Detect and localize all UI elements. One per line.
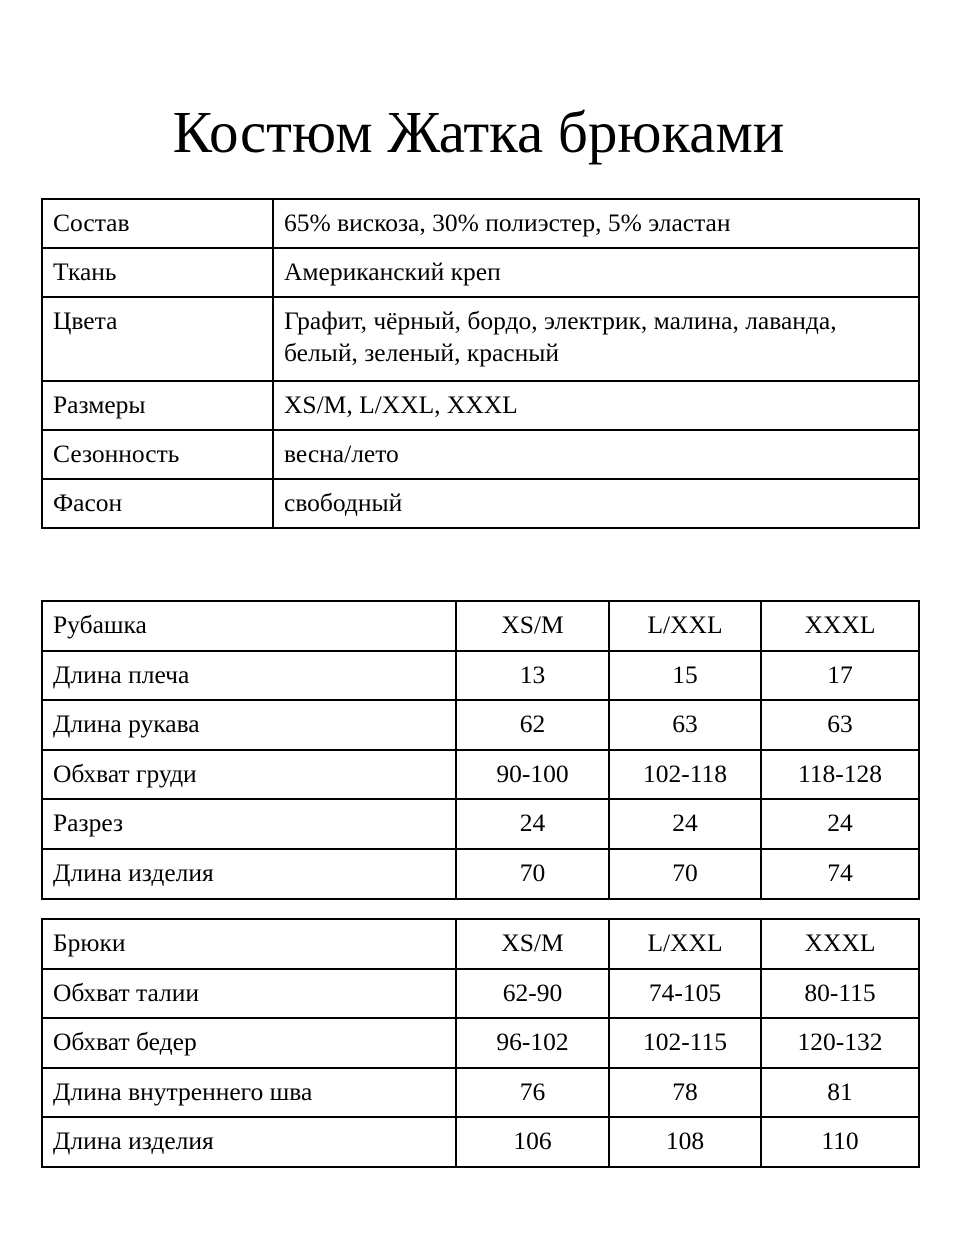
shirt-measure-value: 118-128: [761, 750, 919, 800]
shirt-table-title: Рубашка: [42, 601, 456, 651]
pants-measure-label: Обхват бедер: [42, 1018, 456, 1068]
shirt-measure-value: 90-100: [456, 750, 609, 800]
shirt-measure-label: Длина рукава: [42, 700, 456, 750]
shirt-column-header-l-xxl: L/XXL: [609, 601, 761, 651]
spec-label-fason: Фасон: [42, 479, 273, 528]
table-row: [42, 381, 919, 430]
shirt-measure-value: 102-118: [609, 750, 761, 800]
spec-value-sezonnost: весна/лето: [273, 430, 919, 479]
shirt-measure-value: 15: [609, 651, 761, 701]
spec-value-sostav: 65% вискоза, 30% полиэстер, 5% эластан: [273, 199, 919, 248]
pants-size-table: [41, 918, 920, 1168]
pants-measure-label: Длина внутреннего шва: [42, 1068, 456, 1118]
shirt-measure-value: 13: [456, 651, 609, 701]
shirt-measure-value: 74: [761, 849, 919, 899]
pants-measure-label: Длина изделия: [42, 1117, 456, 1167]
pants-table-title: Брюки: [42, 919, 456, 969]
spec-value-cveta: Графит, чёрный, бордо, электрик, малина, лаванда, белый, зеленый, красный: [273, 297, 919, 380]
spec-value-razmery: XS/M, L/XXL, XXXL: [273, 381, 919, 430]
pants-measure-value: 110: [761, 1117, 919, 1167]
shirt-size-table: [41, 600, 920, 900]
table-row: [42, 700, 919, 750]
table-header-row: [42, 919, 919, 969]
pants-measure-value: 108: [609, 1117, 761, 1167]
table-row: [42, 430, 919, 479]
shirt-column-header-xs-m: XS/M: [456, 601, 609, 651]
shirt-measure-value: 70: [456, 849, 609, 899]
spec-label-sezonnost: Сезонность: [42, 430, 273, 479]
shirt-measure-value: 62: [456, 700, 609, 750]
pants-column-header-xs-m: XS/M: [456, 919, 609, 969]
table-row: [42, 297, 919, 380]
shirt-measure-value: 24: [609, 799, 761, 849]
pants-measure-value: 74-105: [609, 969, 761, 1019]
pants-column-header-l-xxl: L/XXL: [609, 919, 761, 969]
table-row: [42, 1018, 919, 1068]
pants-measure-value: 62-90: [456, 969, 609, 1019]
table-row: [42, 479, 919, 528]
pants-measure-value: 80-115: [761, 969, 919, 1019]
table-row: [42, 248, 919, 297]
pants-measure-value: 96-102: [456, 1018, 609, 1068]
pants-column-header-xxxl: XXXL: [761, 919, 919, 969]
spec-value-fason: свободный: [273, 479, 919, 528]
spec-label-cveta: Цвета: [42, 297, 273, 380]
pants-measure-value: 102-115: [609, 1018, 761, 1068]
spec-label-tkan: Ткань: [42, 248, 273, 297]
spec-label-sostav: Состав: [42, 199, 273, 248]
shirt-measure-value: 70: [609, 849, 761, 899]
shirt-measure-label: Длина плеча: [42, 651, 456, 701]
shirt-measure-label: Длина изделия: [42, 849, 456, 899]
table-row: [42, 969, 919, 1019]
pants-measure-label: Обхват талии: [42, 969, 456, 1019]
table-row: [42, 1117, 919, 1167]
table-row: [42, 799, 919, 849]
table-row: [42, 750, 919, 800]
pants-measure-value: 76: [456, 1068, 609, 1118]
page-title: Костюм Жатка брюками: [172, 98, 785, 165]
table-row: [42, 199, 919, 248]
pants-measure-value: 78: [609, 1068, 761, 1118]
shirt-measure-value: 17: [761, 651, 919, 701]
table-row: [42, 651, 919, 701]
shirt-column-header-xxxl: XXXL: [761, 601, 919, 651]
shirt-measure-label: Обхват груди: [42, 750, 456, 800]
shirt-measure-value: 63: [761, 700, 919, 750]
spec-label-razmery: Размеры: [42, 381, 273, 430]
shirt-measure-value: 24: [456, 799, 609, 849]
pants-measure-value: 106: [456, 1117, 609, 1167]
table-row: [42, 849, 919, 899]
table-header-row: [42, 601, 919, 651]
spec-value-tkan: Американский креп: [273, 248, 919, 297]
shirt-measure-value: 24: [761, 799, 919, 849]
pants-measure-value: 81: [761, 1068, 919, 1118]
shirt-measure-value: 63: [609, 700, 761, 750]
pants-measure-value: 120-132: [761, 1018, 919, 1068]
product-specification-table: [41, 198, 920, 529]
table-row: [42, 1068, 919, 1118]
shirt-measure-label: Разрез: [42, 799, 456, 849]
